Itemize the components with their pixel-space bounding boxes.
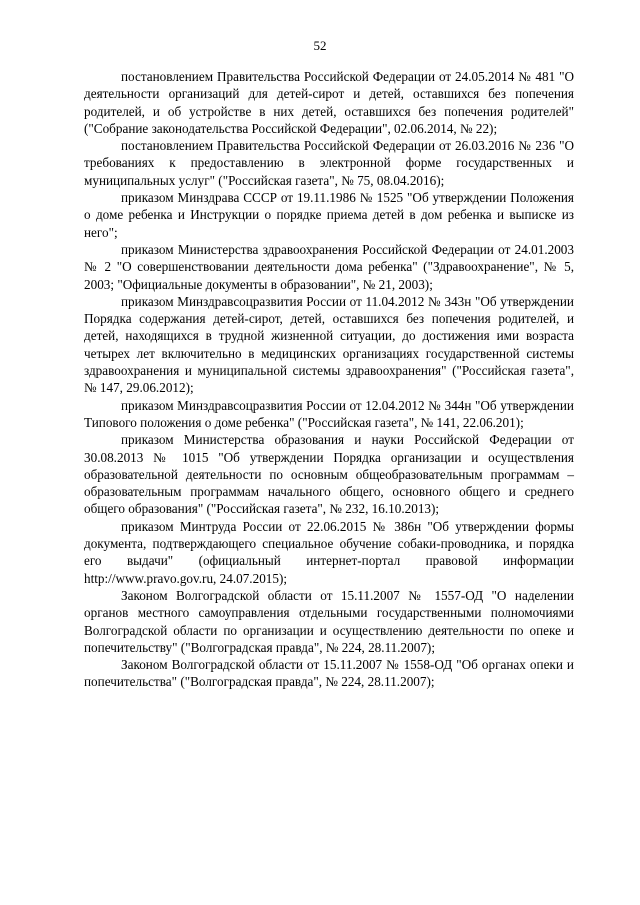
paragraph-4: приказом Министерства здравоохранения Российской Федерации от 24.01.2003 № 2 "О совершенствовании деятельности дома ребенка" ("Здравоохранение", № 5, 2003; "Официальные документы в образовании", № 21, 2003);: [84, 241, 574, 292]
paragraph-1: постановлением Правительства Российской Федерации от 24.05.2014 № 481 "О деятельности организаций для детей-сирот и детей, оставшихся без попечения родителей, и об устройстве в них детей, оставшихся без попечения родителей" ("Собрание законодательства Российской Федерации", 02.06.2014, № 22);: [84, 69, 574, 136]
paragraph-2: постановлением Правительства Российской Федерации от 26.03.2016 № 236 "О требованиях к предоставлению в электронной форме государственных и муниципальных услуг" ("Российская газета", № 75, 08.04.2016);: [84, 138, 574, 188]
paragraph-9: Законом Волгоградской области от 15.11.2007 № 1557-ОД "О наделении органов местного самоуправления отдельными государственными полномочиями Волгоградской области по организации и осуществлению деятельности по опеке и попечительству" ("Волгоградская правда", № 224, 28.11.2007);: [84, 587, 574, 655]
paragraph-5: приказом Минздравсоцразвития России от 11.04.2012 № 343н "Об утверждении Порядка содержания детей-сирот, детей, оставшихся без попечения родителей, и детей, находящихся в трудной жизненной ситуации, до достижения ими возраста четырех лет включительно в медицинских организациях государственной системы здравоохранения и муниципальной системы здравоохранения" ("Российская газета", № 147, 29.06.2012);: [84, 293, 574, 396]
paragraph-7: приказом Министерства образования и науки Российской Федерации от 30.08.2013 № 1015 "Об утверждении Порядка организации и осуществления образовательной деятельности по основным общеобразовательным программам – образовательным программам начального общего, основного общего и среднего общего образования" ("Российская газета", № 232, 16.10.2013);: [84, 432, 574, 517]
paragraph-8: приказом Минтруда России от 22.06.2015 № 386н "Об утверждении формы документа, подтверждающего специальное обучение собаки-проводника, и порядка его выдачи" (официальный интернет-портал правовой информации http://www.pravo.gov.ru, 24.07.2015);: [84, 518, 574, 586]
paragraph-6: приказом Минздравсоцразвития России от 12.04.2012 № 344н "Об утверждении Типового положения о доме ребенка" ("Российская газета", № 141, 22.06.201);: [84, 397, 574, 430]
page-number: 52: [313, 38, 327, 53]
document-body: [84, 68, 574, 691]
paragraph-3: приказом Минздрава СССР от 19.11.1986 № 1525 "Об утверждении Положения о доме ребенка и Инструкции о порядке приема детей в дом ребенка и выписке из него";: [84, 190, 574, 240]
paragraph-10: Законом Волгоградской области от 15.11.2007 № 1558-ОД "Об органах опеки и попечительства" ("Волгоградская правда", № 224, 28.11.2007);: [84, 657, 574, 690]
